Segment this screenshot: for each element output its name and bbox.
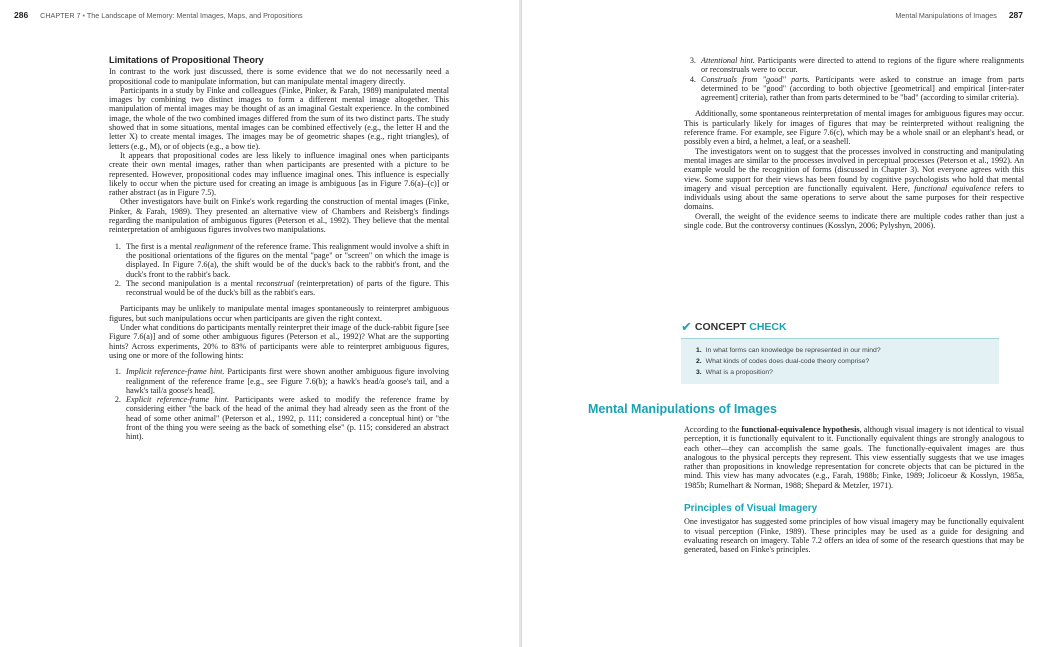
- concept-check-title: ✔ CONCEPT CHECK: [681, 319, 787, 334]
- paragraph: According to the functional-equivalence hypothesis, although visual imagery is not identical to visual perception, it is functionally equivalent to it. Functionally equivalent things are strongly analogous to each other—they can accomplish the same goals. The functionally-equivalent images are thus analogous to the physical percepts they represent. This view essentially suggests that we use images rather than propositions in knowledge representation for concrete objects that can be pictured in the mind. This view has many advocates (e.g., Farah, 1988b; Finke, 1989; Jolicoeur & Kosslyn, 1985a, 1985b; Rumelhart & Norman, 1988; Shepard & Metzler, 1971).: [684, 425, 1024, 490]
- section-heading-mental-manipulations: Mental Manipulations of Images: [588, 402, 777, 416]
- running-head-title: Mental Manipulations of Images: [895, 11, 997, 20]
- hints-list: [109, 367, 449, 441]
- paragraph: The investigators went on to suggest that the processes involved in constructing and manipulating mental images are similar to the processes involved in perceptual processes (Peterson et al., 1992). An example would be the recognition of forms (discussed in Chapter 3). Not everyone agrees with this view. Some support for their views has been found by cognitive psychologists who hold that mental imagery and visual perception are functionally equivalent. Here, functional equivalence refers to individuals using about the same operations to serve about the same purposes for their respective domains.: [684, 146, 1025, 212]
- paragraph: Overall, the weight of the evidence seems to indicate there are multiple codes rather than just a single code. But the controversy continues (Kosslyn, 2006; Pylyshyn, 2006).: [684, 211, 1024, 231]
- right-column-bottom: [684, 425, 1024, 555]
- list-item: 1. The first is a mental realignment of the reference frame. This realignment would involve a shift in the positional orientations of the figures on the mental "page" or "screen" on which the image is displayed. In Figure 7.6(a), the shift would be of the duck's back to the rabbit's front, and the duck's front to the rabbit's back.: [123, 242, 449, 279]
- hints-list-continued: [684, 56, 1024, 102]
- concept-question: 1. In what forms can knowledge be represented in our mind?: [696, 347, 881, 354]
- paragraph: In contrast to the work just discussed, there is some evidence that we do not necessarily need a propositional code to manipulate information, but can manipulate mental imagery directly.: [109, 67, 449, 86]
- right-page-number: 287: [1008, 10, 1023, 20]
- paragraph: It appears that propositional codes are less likely to influence imaginal ones when participants create their own mental images, rather than when participants are presented with a picture to be represented. However, propositional codes may influence imaginal ones. This influence is especially likely to occur when the picture used for creating an image is ambiguous [as in Figure 7.6(a)–(c)] or rather abstract (as in Figure 7.5).: [109, 150, 449, 198]
- subheading-principles: Principles of Visual Imagery: [684, 503, 818, 515]
- checkmark-icon: ✔: [681, 319, 692, 334]
- concept-question: 2. What kinds of codes does dual-code theory comprise?: [696, 358, 870, 365]
- section-heading-limitations: Limitations of Propositional Theory: [109, 55, 264, 65]
- paragraph: Participants may be unlikely to manipulate mental images spontaneously to reinterpret ambiguous figures, but such manipulations occur when participants are given the right context.: [109, 304, 449, 323]
- list-item: 1. Implicit reference-frame hint. Participants first were shown another ambiguous figure involving realignment of the reference frame [e.g., see Figure 7.6(b); a hawk's head/a goose's tail, and a hawk's tail/a goose's head].: [123, 367, 449, 395]
- running-head-title: The Landscape of Memory: Mental Images, Maps, and Propositions: [86, 11, 303, 20]
- list-item: 2. The second manipulation is a mental reconstrual (reinterpretation) of parts of the figure. This reconstrual would be of the duck's bill as the rabbit's ears.: [123, 279, 449, 298]
- list-item: 4. Construals from "good" parts. Participants were asked to construe an image from parts determined to be "good" (according to both objective [geometrical] and empirical [inter-rater agreement] criteria), rather than from parts determined to be "bad" (according to similar criteria).: [698, 75, 1024, 103]
- concept-question: 3. What is a proposition?: [696, 369, 773, 376]
- paragraph: Under what conditions do participants mentally reinterpret their image of the duck-rabbit figure [see Figure 7.6(a)] and of some other ambiguous figures (Peterson et al., 1992)? What are the supporting hints? Across experiments, 20% to 83% of participants were able to reinterpret ambiguous figures, using one or more of the following hints:: [109, 323, 449, 360]
- list-item: 3. Attentional hint. Participants were directed to attend to regions of the figure where realignments or reconstruals were to occur.: [698, 56, 1024, 75]
- running-head-chapter: CHAPTER 7: [40, 11, 81, 20]
- left-column: [109, 56, 449, 442]
- paragraph: Participants in a study by Finke and colleagues (Finke, Pinker, & Farah, 1989) manipulated mental images by combining two distinct images to form a different mental image altogether. This manipulation of mental images may be thought of as an imaginal Gestalt experience. In the combined image, the whole of the two combined images differed from the sum of its two distinct parts. The study showed that in some situations, mental images can be combined effectively (e.g., the letter H and the letter X) to create mental images. The images may be of geometric shapes (e.g., right triangles), of letters (e.g., M), or of objects (e.g., a bow tie).: [109, 85, 449, 151]
- left-page-number: 286: [14, 10, 29, 20]
- concept-check-questions: [681, 338, 999, 384]
- right-running-head: [895, 10, 1023, 20]
- right-column-top: [684, 56, 1024, 230]
- concept-check-box: [681, 318, 999, 392]
- paragraph: Other investigators have built on Finke's work regarding the construction of mental images (Finke, Pinker, & Farah, 1989). They presented an alternative view of Chambers and Reisberg's findings regarding the manipulation of ambiguous figures (Peterson et al., 1992). They believe that the mental reinterpretation of ambiguous figures involves two manipulations.: [109, 197, 449, 235]
- manipulations-list: [109, 242, 449, 298]
- paragraph: Additionally, some spontaneous reinterpretation of mental images for ambiguous figures may occur. This is particularly likely for images of figures that may be reinterpreted without realigning the reference frame. For example, see Figure 7.6(c), which may be a whole snail or an elephant's head, or possibly even a bird, a helmet, a leaf, or a seashell.: [684, 109, 1024, 147]
- right-page: [521, 0, 1040, 647]
- left-running-head: [14, 10, 303, 20]
- running-head-bullet: •: [82, 11, 86, 20]
- list-item: 2. Explicit reference-frame hint. Participants were asked to modify the reference frame by considering either "the back of the head of the animal they had already seen as the front of the head of some other animal" (Peterson et al., 1992, p. 111; considered a conceptual hint) or "the front of the thing you were seeing as the back of something else" (p. 115; considered an abstract hint).: [123, 395, 449, 441]
- paragraph: One investigator has suggested some principles of how visual imagery may be functionally equivalent to visual perception (Finke, 1989). These principles may be used as a guide for designing and evaluating research on imagery. Table 7.2 offers an idea of some of the research questions that may be generated, based on Finke's principles.: [684, 517, 1024, 555]
